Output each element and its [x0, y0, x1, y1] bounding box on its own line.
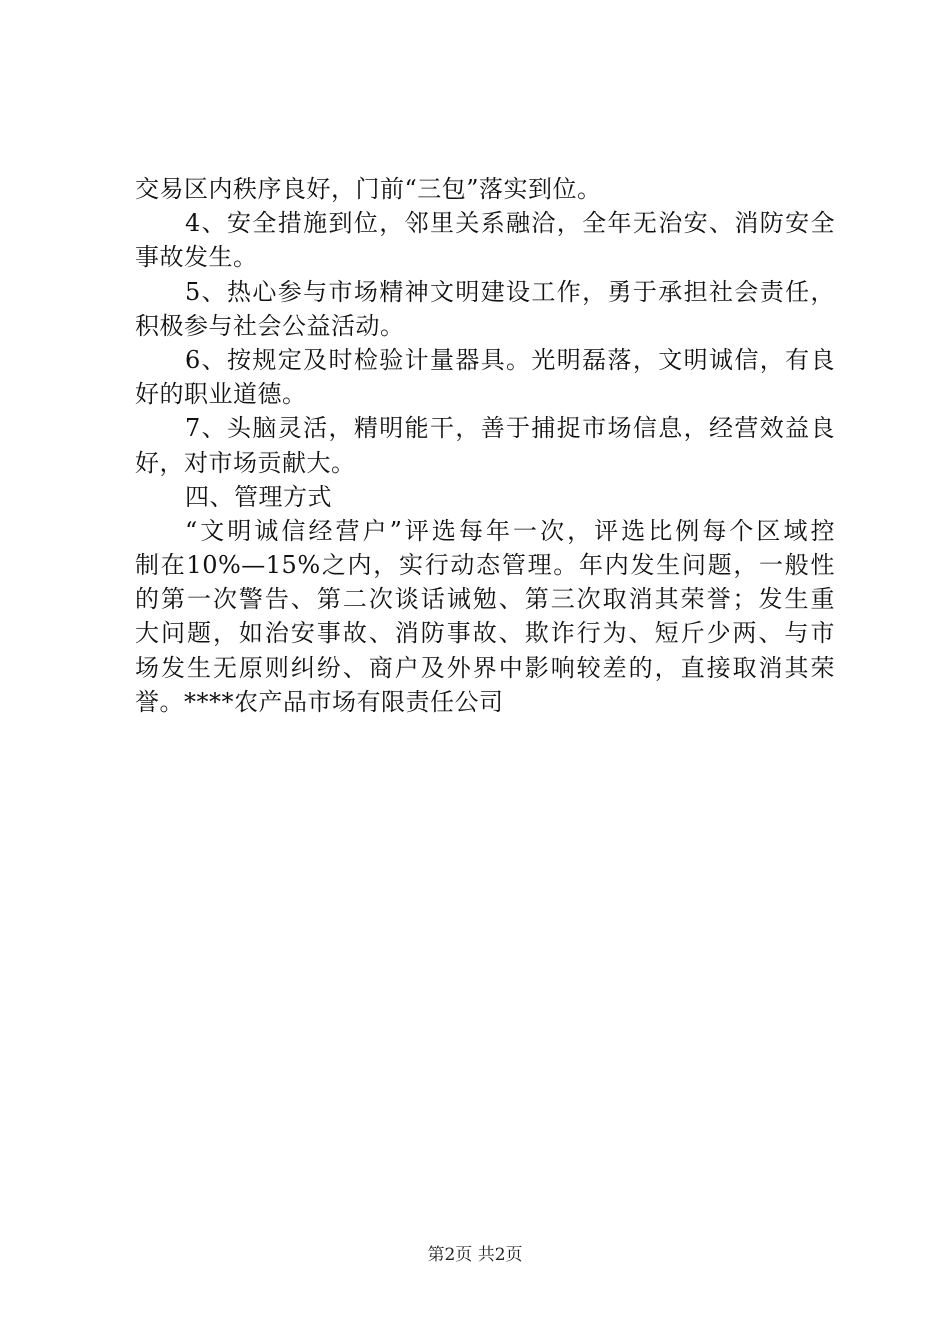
text-line: 交易区内秩序良好，门前“三包”落实到位。	[135, 175, 602, 203]
signature-line: 誉。****农产品市场有限责任公司	[135, 687, 504, 716]
page-footer: 第2页 共2页	[427, 1245, 523, 1265]
text-line: 制在10%—15%之内，实行动态管理。年内发生问题，一般性	[135, 551, 835, 580]
text-line: 5、热心参与市场精神文明建设工作，勇于承担社会责任，	[185, 277, 835, 306]
text-line: 4、安全措施到位，邻里关系融洽，全年无治安、消防安全	[185, 209, 835, 238]
text-line: 7、头脑灵活，精明能干，善于捕捉市场信息，经营效益良	[185, 414, 835, 443]
text-line: 积极参与社会公益活动。	[135, 311, 405, 340]
text-line: “文明诚信经营户”评选每年一次，评选比例每个区域控	[185, 516, 835, 545]
text-line: 场发生无原则纠纷、商户及外界中影响较差的，直接取消其荣	[135, 653, 835, 682]
text-line: 好的职业道德。	[135, 380, 307, 409]
text-line: 大问题，如治安事故、消防事故、欺诈行为、短斤少两、与市	[135, 619, 835, 648]
document-body	[135, 172, 835, 719]
text-line: 6、按规定及时检验计量器具。光明磊落，文明诚信，有良	[185, 345, 835, 374]
text-line: 好，对市场贡献大。	[135, 448, 356, 477]
section-heading: 四、管理方式	[185, 482, 332, 511]
text-line: 的第一次警告、第二次谈话诫勉、第三次取消其荣誉；发生重	[135, 585, 835, 614]
text-line: 事故发生。	[135, 243, 258, 272]
